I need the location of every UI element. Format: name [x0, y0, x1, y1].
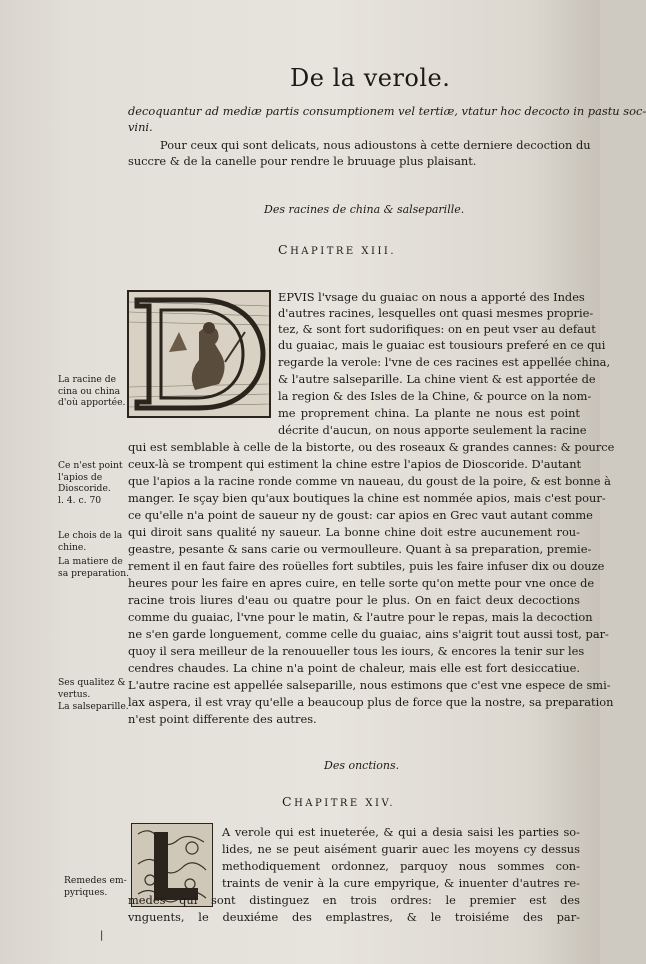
- note-line: sa preparation.: [58, 567, 130, 579]
- text-line: me proprement china. La plante ne nous est point: [278, 406, 580, 420]
- section-title: Des racines de china & salseparille.: [264, 203, 465, 216]
- text-line: qui est semblable à celle de la bistorte, ou des roseaux & grandes cannes: & pource: [128, 440, 615, 454]
- chapter-heading: [282, 794, 395, 809]
- text-line: A verole qui est inueterée, & qui a desia saisi les parties so-: [222, 825, 580, 839]
- text-line: qui diroit sans qualité ny saueur. La bonne chine doit estre aucunement rou-: [128, 525, 580, 539]
- text-line: lax aspera, il est vray qu'elle a beaucoup plus de force que la nostre, sa preparation: [128, 695, 614, 709]
- text-line: décrite d'aucun, on nous apporte seulement la racine: [278, 423, 587, 437]
- text-line: que l'apios a la racine ronde comme vn naueau, du goust de la poire, & est bonne à: [128, 474, 611, 488]
- text-line: geastre, pesante & sans carie ou vermoulleure. Quant à sa preparation, premie-: [128, 542, 592, 556]
- text-line: du guaiac, mais le guaiac est tousiours preferé en ce qui: [278, 338, 606, 352]
- note-line: pyriques.: [64, 886, 108, 898]
- text-line: regarde la verole: l'vne de ces racines est appellée china,: [278, 355, 611, 369]
- note-line: Le chois de la: [58, 530, 123, 541]
- text-line: comme du guaiac, l'vne pour le matin, & l'autre pour le repas, mais la decoction: [128, 610, 593, 624]
- note-line: cina ou china: [58, 385, 121, 397]
- text-line: cendres chaudes. La chine n'a point de chaleur, mais elle est fort desiccatiue.: [128, 661, 580, 675]
- text-line: d'autres racines, lesquelles ont quasi mesmes proprie-: [278, 306, 594, 320]
- text-line: & l'autre salseparille. La chine vient & est apportée de: [278, 372, 596, 386]
- text-line: manger. Ie sçay bien qu'aux boutiques la chine est nommée apios, mais c'est pour-: [128, 491, 606, 505]
- margin-note: [58, 460, 132, 506]
- text-line: lides, ne se peut aisément guarir auec les moyens cy dessus: [222, 842, 580, 856]
- note-line: Dioscoride.: [58, 483, 111, 494]
- margin-note: [58, 677, 132, 700]
- chapter-prefix: C: [278, 242, 291, 257]
- text-line: decoquantur ad mediæ partis consumptionem vel tertiæ, vtatur hoc decocto in pastu soc-: [128, 104, 646, 118]
- woodcut-illustration-icon: [129, 292, 269, 416]
- note-line: Remedes em-: [64, 875, 127, 886]
- text-line: vini.: [128, 120, 153, 134]
- text-line: EPVIS l'vsage du guaiac on nous a apporté des Indes: [278, 290, 585, 304]
- text-line: vnguents, le deuxiéme des emplastres, & le troisiéme des par-: [128, 910, 580, 924]
- text-line: Pour ceux qui sont delicats, nous adioustons à cette derniere decoction du: [160, 138, 591, 152]
- note-line: La matiere de: [58, 556, 123, 567]
- note-line: La salseparille.: [58, 701, 129, 712]
- note-line: Ce n'est point: [58, 460, 123, 471]
- margin-note: [64, 875, 138, 898]
- text-line: succre & de la canelle pour rendre le bruuage plus plaisant.: [128, 154, 477, 168]
- text-line: ne s'en garde longuement, comme celle du guaiac, ains s'aigrit tout aussi tost, par-: [128, 627, 609, 641]
- text-line: ce qu'elle n'a point de saueur ny de goust: car apios en Grec vaut autant comme: [128, 508, 593, 522]
- margin-note: [58, 701, 132, 713]
- note-line: La racine de: [58, 374, 117, 385]
- note-line: chine.: [58, 541, 87, 553]
- text-line: methodiquement ordonnez, parquoy nous sommes con-: [222, 859, 580, 873]
- text-line: rement il en faut faire des roüelles fort subtiles, puis les faire infuser dix ou douze: [128, 559, 605, 573]
- text-line: medes qui sont distinguez en trois ordres: le premier est des: [128, 893, 580, 907]
- chapter-label: HAPITRE XIII.: [290, 246, 397, 257]
- chapter-prefix: C: [282, 794, 295, 809]
- text-line: traints de venir à la cure empyrique, & inuenter d'autres re-: [222, 876, 580, 890]
- page-mark: |: [100, 930, 104, 941]
- text-line: racine trois liures d'eau ou quatre pour le plus. On en faict deux decoctions: [128, 593, 580, 607]
- chapter-heading: [278, 242, 396, 257]
- text-line: heures pour les faire en apres cuire, en telle sorte qu'on mette pour vne once de: [128, 576, 595, 590]
- page-title: De la verole.: [290, 64, 451, 92]
- note-line: Ses qualitez &: [58, 677, 126, 688]
- note-line: l'apios de: [58, 471, 103, 483]
- note-line: l. 4. c. 70: [58, 494, 102, 506]
- note-line: vertus.: [58, 688, 91, 700]
- section-title: Des onctions.: [324, 759, 400, 772]
- text-line: n'est point differente des autres.: [128, 712, 317, 726]
- decorated-initial-d: [127, 290, 271, 418]
- text-line: ceux-là se trompent qui estiment la chine estre l'apios de Dioscoride. D'autant: [128, 457, 582, 471]
- text-line: la region & des Isles de la Chine, & pource on la nom-: [278, 389, 592, 403]
- text-line: tez, & sont fort sudorifiques: on en peut vser au defaut: [278, 322, 596, 336]
- text-line: L'autre racine est appellée salseparille, nous estimons que c'est vne espece de smi-: [128, 678, 611, 692]
- margin-note: [58, 530, 132, 553]
- margin-note: [58, 374, 132, 409]
- note-line: d'où apportée.: [58, 397, 126, 408]
- margin-note: [58, 556, 132, 579]
- text-line: quoy il sera meilleur de la renouueller tous les iours, & encores la tenir sur les: [128, 644, 585, 658]
- chapter-label: HAPITRE XIV.: [294, 798, 396, 809]
